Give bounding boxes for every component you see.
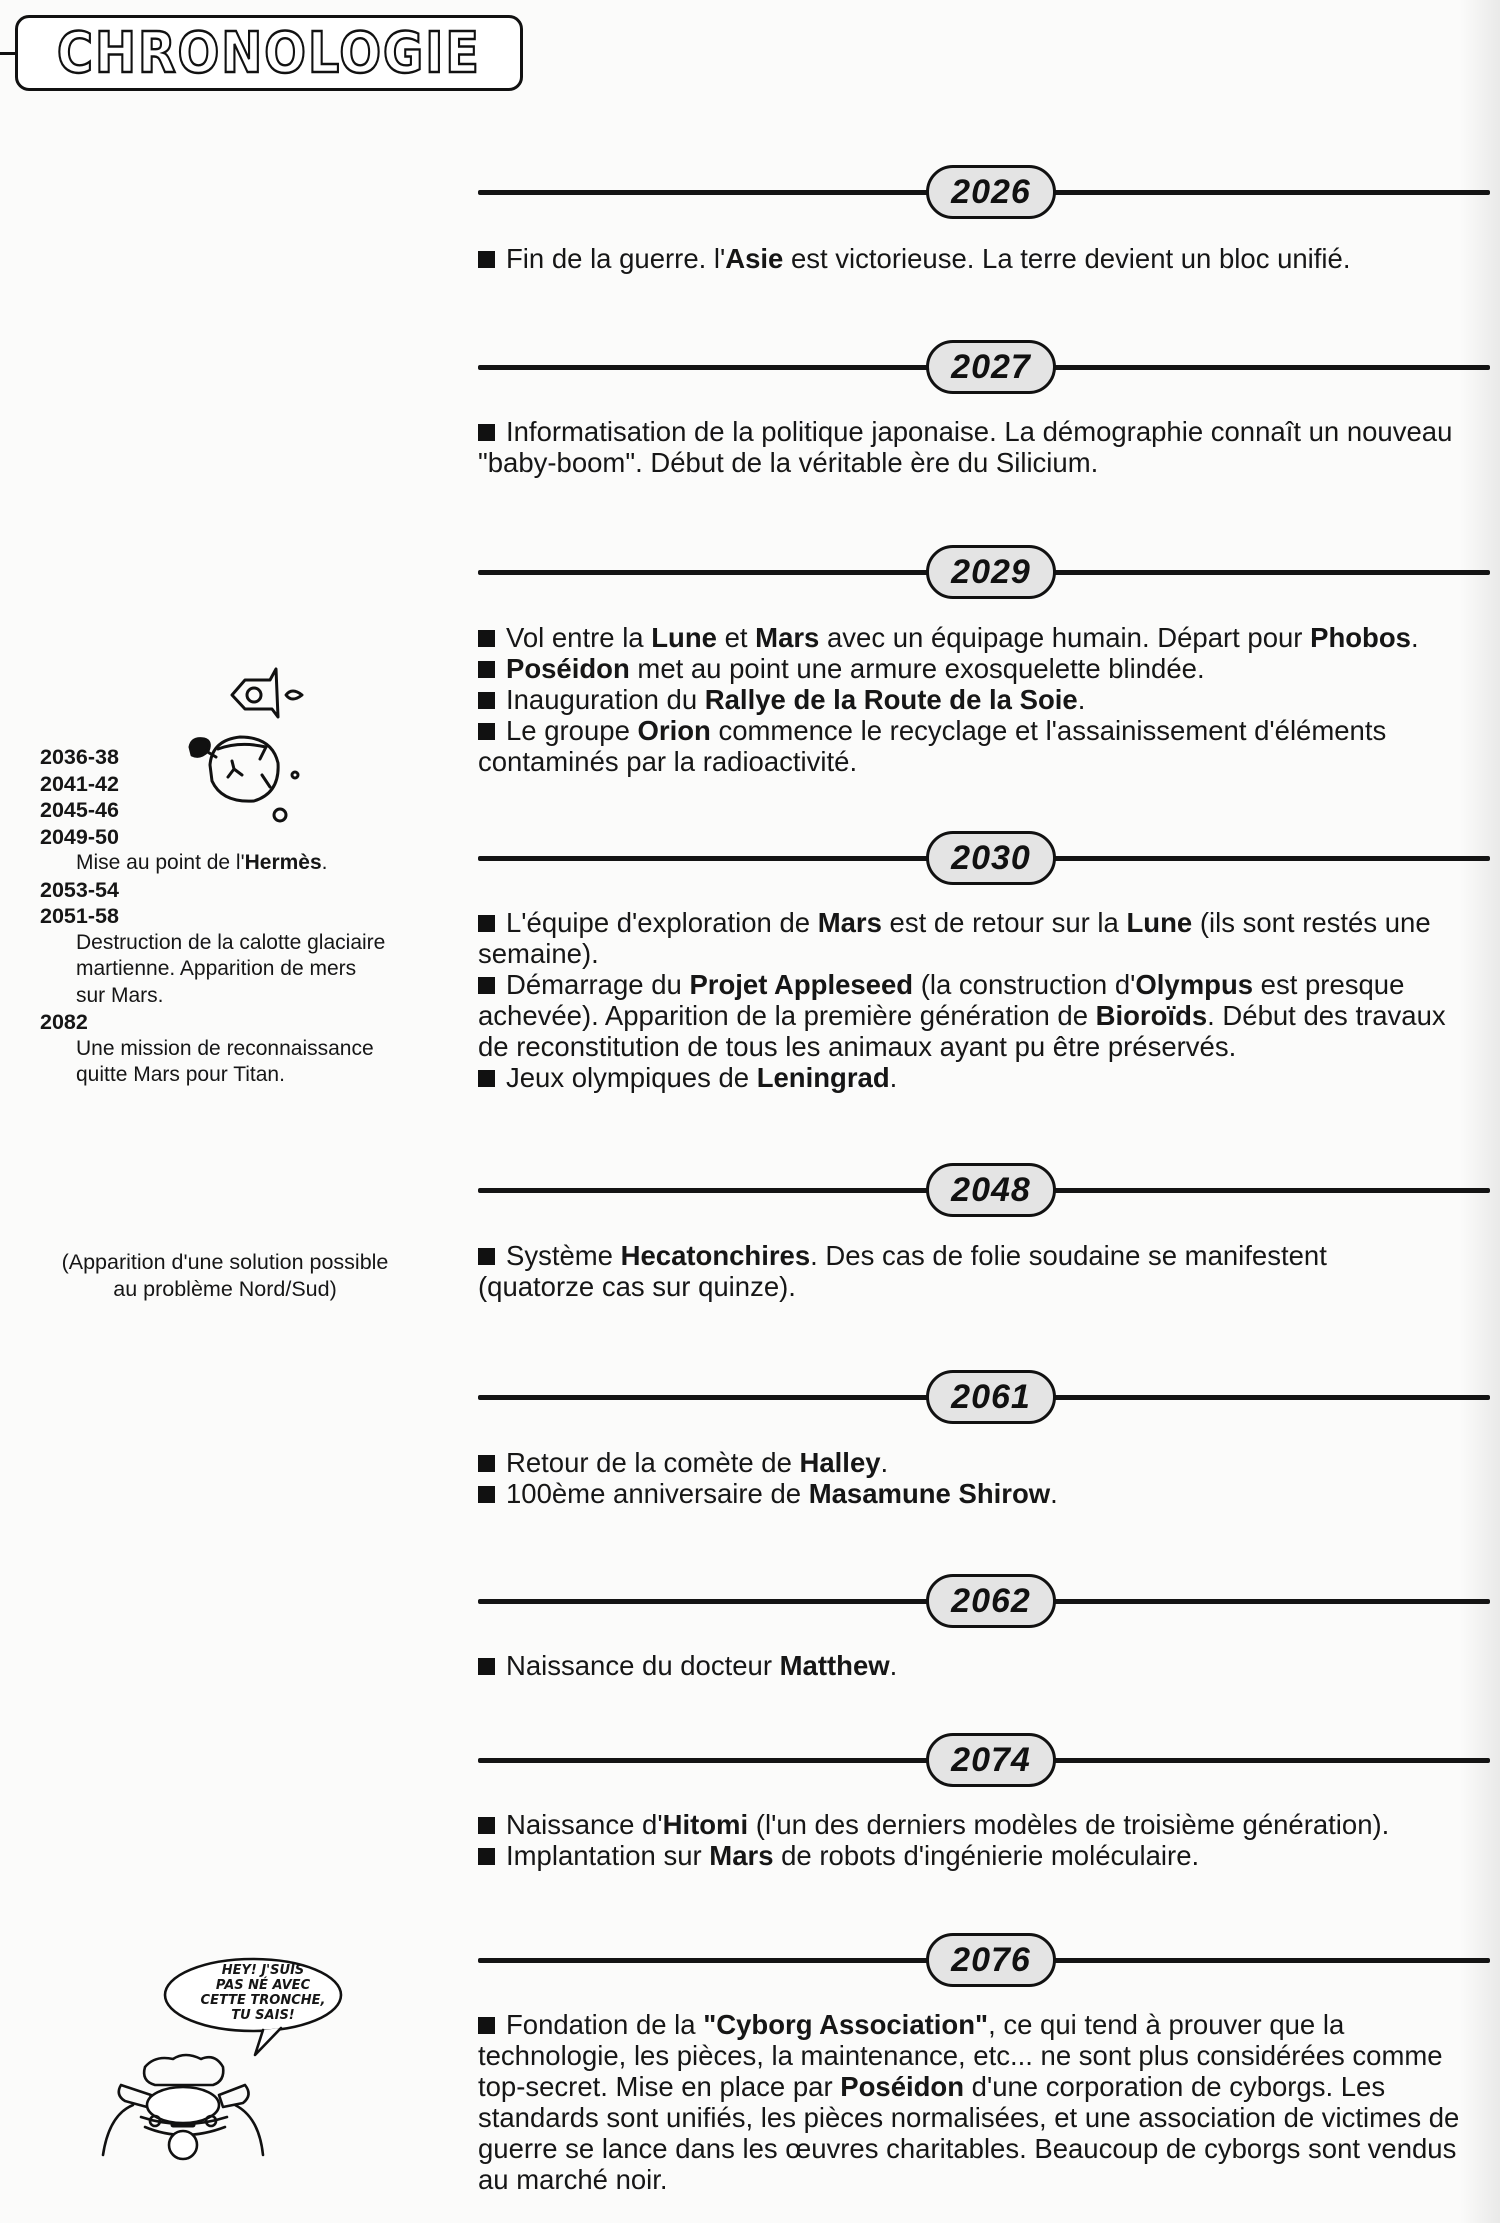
entry-paragraph: Jeux olympiques de Leningrad. [478,1062,1448,1093]
year-badge: 2074 [926,1733,1056,1787]
bullet-square-icon [478,915,495,932]
sidebar-year: 2049-50 [40,824,119,849]
year-badge: 2030 [926,831,1056,885]
sidebar-year: 2053-54 [40,877,119,902]
entry-paragraph: Fondation de la "Cyborg Association", ce qui tend à prouver que la technologie, les pièces, la maintenance, etc... ne sont plus considérées comme top-secret. Mise en place par Poséidon d'une corporation de cyborgs. Les standards sont unifiés, les pièces normalisées, et une association de victimes de guerre se lance dans les œuvres charitables. Beaucoup de cyborgs sont vendus au marché noir. [478,2009,1460,2195]
bullet-square-icon [478,1848,495,1865]
year-marker-2026 [478,165,1490,219]
bullet-square-icon [478,1658,495,1675]
page-title-box [15,15,523,91]
timeline-entry-2027 [478,416,1478,478]
sidebar-desc: sur Mars. [76,983,164,1007]
entry-paragraph: Le groupe Orion commence le recyclage et l'assainissement d'éléments contaminés par la radioactivité. [478,715,1387,777]
page-edge-shadow [1460,0,1500,2223]
entry-paragraph: Informatisation de la politique japonaise. La démographie connaît un nouveau "baby-boom". Début de la véritable ère du Silicium. [478,416,1453,478]
timeline-entry-2048 [478,1240,1358,1302]
entry-paragraph: Inauguration du Rallye de la Route de la Soie. [478,684,1438,715]
timeline-entry-2062 [478,1650,1488,1681]
entry-paragraph: Démarrage du Projet Appleseed (la construction d'Olympus est presque achevée). Apparition de la première génération de Bioroïds. Début des travaux de reconstitution de tous les animaux ayant pu être préservés. [478,969,1446,1062]
bullet-square-icon [478,2017,495,2034]
bullet-square-icon [478,630,495,647]
sidebar-desc: martienne. Apparition de mers [76,957,357,980]
sidebar-desc: quitte Mars pour Titan. [76,1063,285,1086]
timeline-entry-2074 [478,1809,1488,1871]
entry-paragraph: Naissance d'Hitomi (l'un des derniers modèles de troisième génération). [478,1809,1488,1840]
entry-paragraph: Poséidon met au point une armure exosquelette blindée. [478,653,1438,684]
speech-bubble-text: HEY! J'SUIS PAS NÉ AVEC CETTE TRONCHE, TU SAIS! [200,1963,326,2023]
timeline-entry-2030 [478,907,1448,1093]
entry-paragraph: Vol entre la Lune et Mars avec un équipage humain. Départ pour Phobos. [478,622,1438,653]
bullet-square-icon [478,1817,495,1834]
year-marker-2030 [478,831,1490,885]
timeline-entry-2076 [478,2009,1468,2195]
bullet-square-icon [478,977,495,994]
sidebar-desc: Mise au point de l'Hermès. [76,851,328,874]
sidebar-year: 2082 [40,1010,88,1034]
year-badge: 2076 [926,1933,1056,1987]
entry-paragraph: Retour de la comète de Halley. [478,1447,1488,1478]
bullet-square-icon [478,723,495,740]
bullet-square-icon [478,1248,495,1265]
sidebar-year: 2045-46 [40,798,119,822]
year-marker-2027 [478,340,1490,394]
bullet-square-icon [478,251,495,268]
sidebar-year: 2051-58 [40,904,119,928]
year-badge: 2026 [926,165,1056,219]
sidebar-desc: Une mission de reconnaissance [76,1036,374,1060]
timeline-entry-2029 [478,622,1438,777]
year-marker-2061 [478,1370,1490,1424]
entry-paragraph: Système Hecatonchires. Des cas de folie soudaine se manifestent (quatorze cas sur quinze). [478,1240,1327,1302]
timeline-entry-2026 [478,243,1488,274]
entry-paragraph: Implantation sur Mars de robots d'ingénierie moléculaire. [478,1840,1488,1871]
year-badge: 2061 [926,1370,1056,1424]
entry-paragraph: Fin de la guerre. l'Asie est victorieuse. La terre devient un bloc unifié. [478,243,1488,274]
sidebar-year: 2036-38 [40,745,119,769]
bullet-square-icon [478,1455,495,1472]
year-marker-2062 [478,1574,1490,1628]
year-marker-2074 [478,1733,1490,1787]
year-badge: 2029 [926,545,1056,599]
sidebar-desc: Destruction de la calotte glaciaire [76,930,386,954]
bullet-square-icon [478,661,495,678]
entry-paragraph: L'équipe d'exploration de Mars est de retour sur la Lune (ils sont restés une semaine). [478,907,1431,969]
bullet-square-icon [478,692,495,709]
sidebar-year: 2041-42 [40,771,119,796]
entry-paragraph: 100ème anniversaire de Masamune Shirow. [478,1478,1488,1509]
bullet-square-icon [478,424,495,441]
year-marker-2076 [478,1933,1490,1987]
timeline-entry-2061 [478,1447,1488,1509]
entry-paragraph: Naissance du docteur Matthew. [478,1650,1488,1681]
planet-rocket-doodle-icon [170,665,320,825]
bullet-square-icon [478,1070,495,1087]
year-marker-2048 [478,1163,1490,1217]
bullet-square-icon [478,1486,495,1503]
page-title: CHRONOLOGIE [57,20,481,86]
year-badge: 2048 [926,1163,1056,1217]
title-lead-line [0,52,16,55]
year-badge: 2027 [926,340,1056,394]
year-marker-2029 [478,545,1490,599]
year-badge: 2062 [926,1574,1056,1628]
sidebar-note: (Apparition d'une solution possible au problème Nord/Sud) [61,1250,389,1301]
